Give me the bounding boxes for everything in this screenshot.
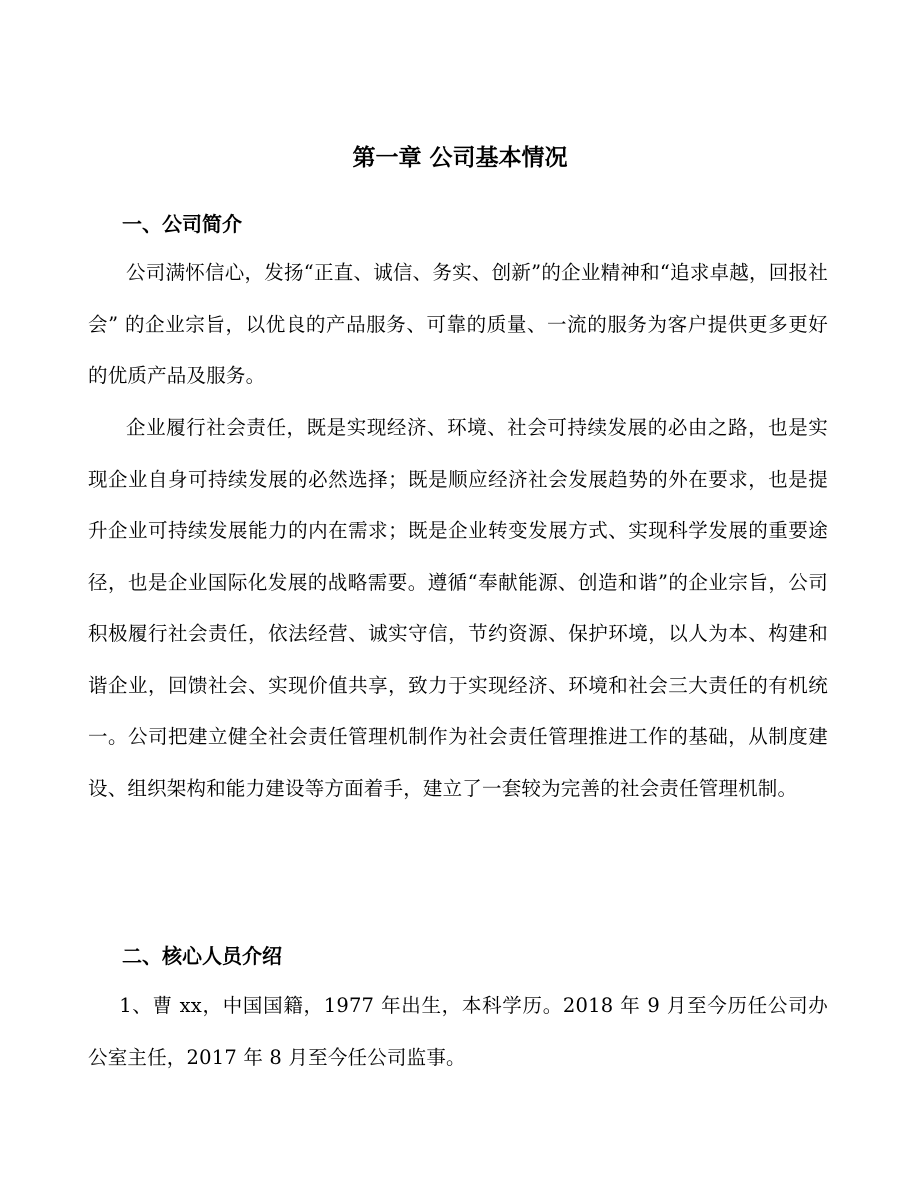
section-heading-core-personnel: 二、核心人员介绍: [122, 944, 282, 968]
paragraph-company-spirit: 公司满怀信心，发扬“正直、诚信、务实、创新”的企业精神和“追求卓越，回报社会” 的企业宗旨，以优良的产品服务、可靠的质量、一流的服务为客户提供更多更好的优质产品及服务。: [88, 261, 828, 387]
chapter-title: 第一章 公司基本情况: [352, 145, 568, 171]
paragraph-social-responsibility: 企业履行社会责任，既是实现经济、环境、社会可持续发展的必由之路，也是实现企业自身可持续发展的必然选择；既是顺应经济社会发展趋势的外在要求，也是提升企业可持续发展能力的内在需求；既是企业转变发展方式、实现科学发展的重要途径，也是企业国际化发展的战略需要。遵循“奉献能源、创造和谐”的企业宗旨，公司积极履行社会责任，依法经营、诚实守信，节约资源、保护环境，以人为本、构建和谐企业，回馈社会、实现价值共享，致力于实现经济、环境和社会三大责任的有机统一。公司把建立健全社会责任管理机制作为社会责任管理推进工作的基础，从制度建设、组织架构和能力建设等方面着手，建立了一套较为完善的社会责任管理机制。: [88, 416, 828, 800]
section-heading-company-profile: 一、公司简介: [122, 212, 242, 236]
paragraph-person-1: 1、曹 xx，中国国籍，1977 年出生，本科学历。2018 年 9 月至今历任公司办公室主任，2017 年 8 月至今任公司监事。: [88, 994, 828, 1069]
